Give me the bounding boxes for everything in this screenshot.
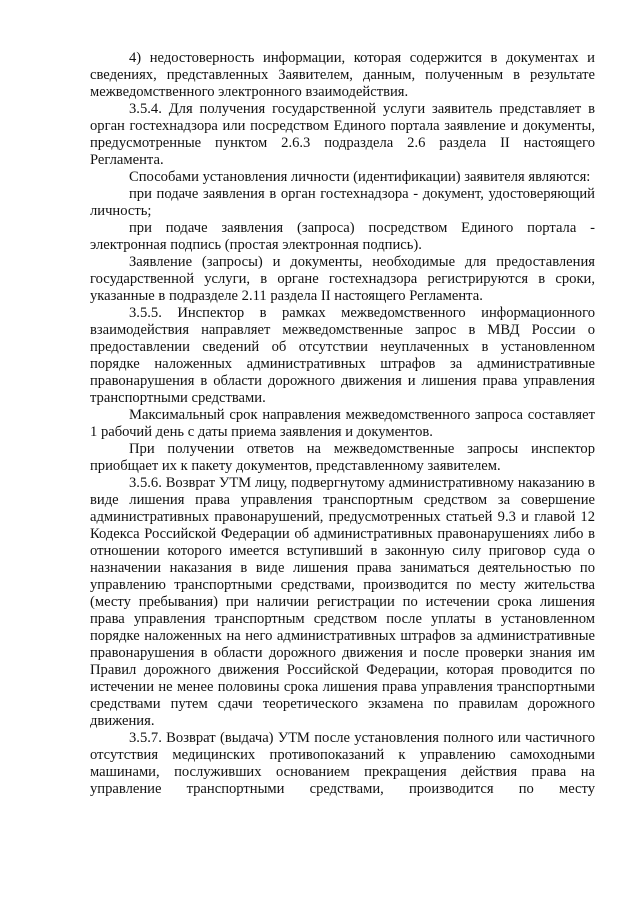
paragraph-11: 3.5.7. Возврат (выдача) УТМ после установления полного или частичного отсутствия медицинских противопоказаний к управлению самоходными машинами, послуживших основанием прекращения действия права на управление транспортными средствами, производится по месту [90,730,595,797]
paragraph-5: при подаче заявления (запроса) посредством Единого портала - электронная подпись (простая электронная подпись). [90,220,595,253]
paragraph-10: 3.5.6. Возврат УТМ лицу, подвергнутому административному наказанию в виде лишения права управления транспортным средством за совершение административных правонарушений, предусмотренных статьей 9.3 и главой 12 Кодекса Российской Федерации об административных правонарушениях либо в отношении которого имеется вступивший в законную силу приговор суда о назначении наказания в виде лишения права заниматься деятельностью по управлению транспортными средствами, производится по месту жительства (месту пребывания) при наличии регистрации по истечении срока лишения права управления транспортным средством после уплаты в установленном порядке наложенных на него административных штрафов за административные правонарушения в области дорожного движения и после проверки знания им Правил дорожного движения Российской Федерации, которая проводится по истечении не менее половины срока лишения права управления транспортными средствами путем сдачи теоретического экзамена по правилам дорожного движения. [90,475,595,729]
paragraph-2: 3.5.4. Для получения государственной услуги заявитель представляет в орган гостехнадзора или посредством Единого портала заявление и документы, предусмотренные пунктом 2.6.3 подраздела 2.6 раздела II настоящего Регламента. [90,101,595,168]
document-page [90,50,595,798]
paragraph-9: При получении ответов на межведомственные запросы инспектор приобщает их к пакету документов, представленному заявителем. [90,441,595,474]
paragraph-7: 3.5.5. Инспектор в рамках межведомственного информационного взаимодействия направляет межведомственные запрос в МВД России о предоставлении сведений об отсутствии неуплаченных в установленном порядке наложенных административных штрафов за административные правонарушения в области дорожного движения и лишения права управления транспортными средствами. [90,305,595,406]
paragraph-3: Способами установления личности (идентификации) заявителя являются: [129,169,591,185]
paragraph-6: Заявление (запросы) и документы, необходимые для предоставления государственной услуги, в органе гостехнадзора регистрируются в сроки, указанные в подразделе 2.11 раздела II настоящего Регламента. [90,254,595,304]
paragraph-4: при подаче заявления в орган гостехнадзора - документ, удостоверяющий личность; [90,186,595,219]
paragraph-8: Максимальный срок направления межведомственного запроса составляет 1 рабочий день с даты приема заявления и документов. [90,407,595,440]
paragraph-1: 4) недостоверность информации, которая содержится в документах и сведениях, представленных Заявителем, данным, полученным в результате межведомственного электронного взаимодействия. [90,50,595,100]
